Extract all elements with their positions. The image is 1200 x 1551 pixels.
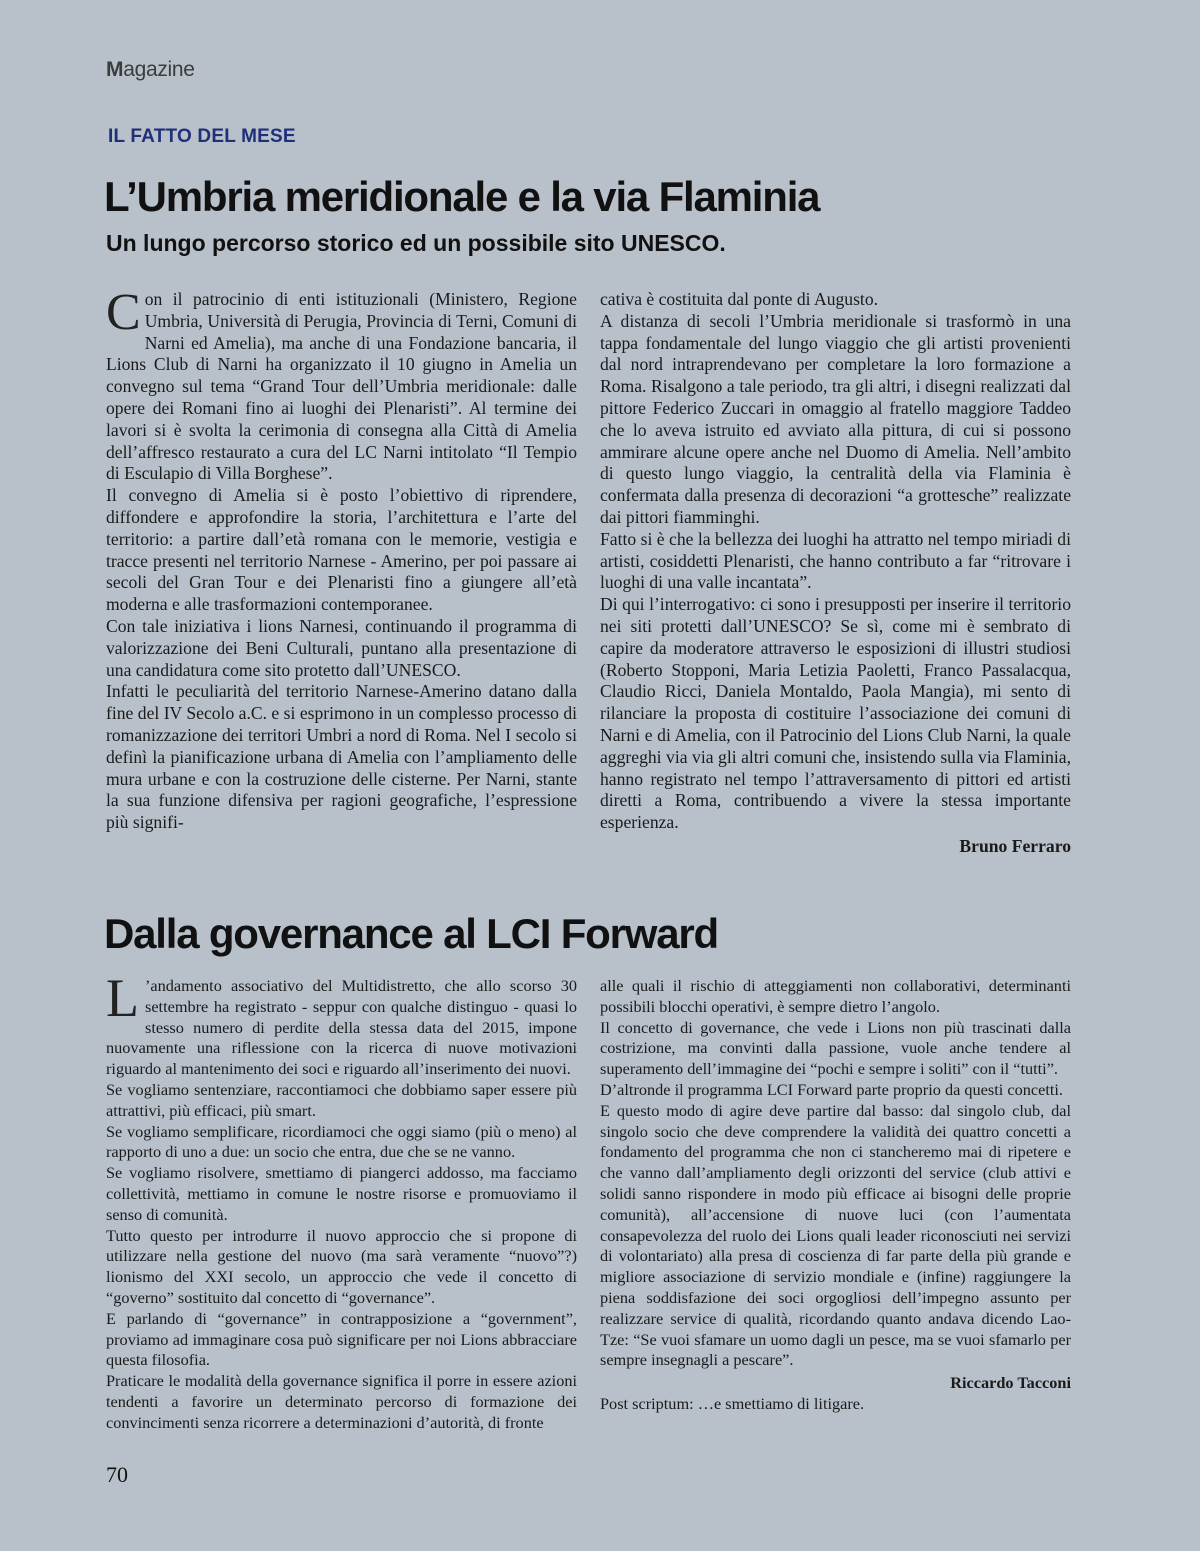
- author-byline: Riccardo Tacconi: [950, 1373, 1071, 1393]
- paragraph: cativa è costituita dal ponte di Augusto.: [600, 289, 879, 309]
- page-number: 70: [106, 1462, 128, 1487]
- paragraph: D’altronde il programma LCI Forward parte proprio da questi concetti.: [600, 1079, 1063, 1099]
- drop-cap: C: [106, 284, 141, 341]
- drop-cap: L: [106, 968, 139, 1028]
- paragraph: Se vogliamo semplificare, ricordiamoci che oggi siamo (più o meno) al rapporto di uno a due: un socio che entra, due che se ne vanno.: [106, 1121, 577, 1162]
- paragraph: Il convegno di Amelia si è posto l’obiettivo di riprendere, diffondere e approfondire la storia, l’architettura e l’arte del territorio: a partire dall’età romana con le memorie, vestigia e tracce presenti nel territorio Narnese - Amerino, per poi passare ai secoli del Gran Tour e dei Plenaristi fino a giungere all’età moderna e alle trasformazioni contemporanee.: [106, 485, 577, 615]
- paragraph-text: ’andamento associativo del Multidistretto, che allo scorso 30 settembre ha registrato - seppur con qualche distinguo - quasi lo stesso numero di perdite della stessa data del 2015, impone nuovamente una riflessione con la ricerca di nuove motivazioni riguardo al mantenimento dei soci e riguardo all’inserimento dei nuovi.: [106, 976, 577, 1079]
- paragraph: Fatto si è che la bellezza dei luoghi ha attratto nel tempo miriadi di artisti, cosiddetti Plenaristi, che hanno contributo a far “ritrovare i luoghi di una valle incantata”.: [600, 528, 1071, 593]
- paragraph: alle quali il rischio di atteggiamenti non collaborativi, determinanti possibili blocchi operativi, è sempre dietro l’angolo.: [600, 976, 1071, 1016]
- magazine-label-initial: M: [106, 58, 124, 81]
- paragraph: Il concetto di governance, che vede i Lions non più trascinati dalla costrizione, ma convinti dalla passione, vuole anche tendere al superamento dell’immagine dei “pochi e sempre i soliti” con il “tutti”.: [600, 1017, 1071, 1079]
- paragraph: Se vogliamo risolvere, smettiamo di piangerci addosso, ma facciamo collettività, mettiamo in comune le nostre risorse e promuoviamo il senso di comunità.: [106, 1163, 577, 1224]
- paragraph: Di qui l’interrogativo: ci sono i presupposti per inserire il territorio nei siti protetti dall’UNESCO? Se sì, come mi è sembrato di capire da moderatore attraverso le esposizioni di illustri studiosi (Roberto Stopponi, Maria Letizia Paoletti, Franco Passalacqua, Claudio Ricci, Daniela Montaldo, Paola Mangia), mi sento di rilanciare la proposta di costituire l’associazione dei comuni di Narni e di Amelia, con il Patrocinio del Lions Club Narni, la quale aggreghi via via gli altri comuni che, insistendo sulla via Flaminia, hanno registrato nel tempo l’attraversamento di pittori ed artisti diretti a Roma, contribuendo a vivere la stessa importante esperienza.: [600, 594, 1071, 833]
- author-byline: Bruno Ferraro: [959, 835, 1071, 856]
- paragraph: Con tale iniziativa i lions Narnesi, continuando il programma di valorizzazione dei Beni Culturali, puntano alla presentazione di una candidatura come sito protetto dall’UNESCO.: [106, 615, 577, 680]
- magazine-label: [106, 58, 195, 82]
- magazine-label-rest: agazine: [123, 58, 195, 81]
- paragraph: [106, 968, 577, 1080]
- section-label: IL FATTO DEL MESE: [108, 126, 296, 147]
- paragraph: Infatti le peculiarità del territorio Narnese-Amerino datano dalla fine del IV Secolo a.C. e si esprimono in un complesso processo di romanizzazione dei territori Umbri a nord di Roma. Nel I secolo si definì la pianificazione urbana di Amelia con l’ampliamento delle mura urbane e con la costruzione delle cisterne. Per Narni, stante la sua funzione difensiva per ragioni geografiche, l’espressione più signifi-: [106, 681, 577, 833]
- article-column-right: [600, 289, 1071, 858]
- article-subtitle: Un lungo percorso storico ed un possibile sito UNESCO.: [106, 230, 726, 256]
- paragraph: E parlando di “governance” in contrapposizione a “government”, proviamo ad immaginare cosa può significare per noi Lions abbracciare questa filosofia.: [106, 1308, 577, 1370]
- paragraph-text: on il patrocinio di enti istituzionali (Ministero, Regione Umbria, Università di Perugia, Provincia di Terni, Comuni di Narni ed Amelia), ma anche di una Fondazione bancaria, il Lions Club di Narni ha organizzato il 10 giugno in Amelia un convegno sul tema “Grand Tour dell’Umbria meridionale: dalle opere dei Romani fino ai luoghi dei Plenaristi”. Al termine dei lavori si è svolta la cerimonia di consegna alla Città di Amelia dell’affresco restaurato a cura del LC Narni intitolato “Il Tempio di Esculapio di Villa Borghese”.: [106, 289, 577, 484]
- paragraph: Se vogliamo sentenziare, raccontiamoci che dobbiamo saper essere più attrattivi, più efficaci, più smart.: [106, 1079, 577, 1120]
- article2-column-right: [600, 976, 1071, 1415]
- article-column-left: [106, 284, 577, 834]
- article2-column-left: [106, 968, 577, 1434]
- article-title: L’Umbria meridionale e la via Flaminia: [104, 173, 820, 220]
- paragraph: E questo modo di agire deve partire dal basso: dal singolo club, dal singolo socio che deve comprendere la validità dei quattro concetti a fondamento del programma che non ci stancheremo mai di ripetere e che vanno dall’ampliamento degli orizzonti del service (club attivi e solidi sanno rispondere in modo più efficace ai bisogni delle proprie comunità), all’accensione di nuove luci (con l’aumentata consapevolezza del ruolo dei Lions quali leader riconosciuti nei servizi di volontariato) alla presa di coscienza di far parte della più grande e migliore associazione di servizio mondiale e (infine) raggiungere la piena soddisfazione dei soci orgogliosi dell’impegno assunto per realizzare service di qualità, ricordando quanto andava dicendo Lao-Tze: “Se vuoi sfamare un uomo dagli un pesce, ma se vuoi sfamarlo per sempre insegnagli a pescare”.: [600, 1100, 1071, 1370]
- paragraph: [106, 284, 577, 485]
- postscript: Post scriptum: …e smettiamo di litigare.: [600, 1393, 865, 1413]
- paragraph: Praticare le modalità della governance significa il porre in essere azioni tendenti a favorire un determinato percorso di formazione dei convincimenti senza ricorrere a determinazioni d’autorità, di fronte: [106, 1371, 577, 1432]
- paragraph: A distanza di secoli l’Umbria meridionale si trasformò in una tappa fondamentale del lungo viaggio che gli artisti provenienti dal nord intraprendevano per completare la loro formazione a Roma. Risalgono a tale periodo, tra gli altri, i disegni realizzati dal pittore Federico Zuccari in omaggio al fratello maggiore Taddeo che lo aveva istruito ed avviato alla pittura, di cui si possono ammirare alcune opere anche nel Duomo di Amelia. Nell’ambito di questo lungo viaggio, la centralità della via Flaminia è confermata dalla presenza di decorazioni “a grottesche” realizzate dai pittori fiamminghi.: [600, 310, 1071, 527]
- paragraph: Tutto questo per introdurre il nuovo approccio che si propone di utilizzare nella gestione del nuovo (ma sarà veramente “nuovo”?) lionismo del XXI secolo, un approccio che vede il concetto di “governo” sostituito dal concetto di “governance”.: [106, 1225, 577, 1307]
- article-title-2: Dalla governance al LCI Forward: [104, 910, 718, 957]
